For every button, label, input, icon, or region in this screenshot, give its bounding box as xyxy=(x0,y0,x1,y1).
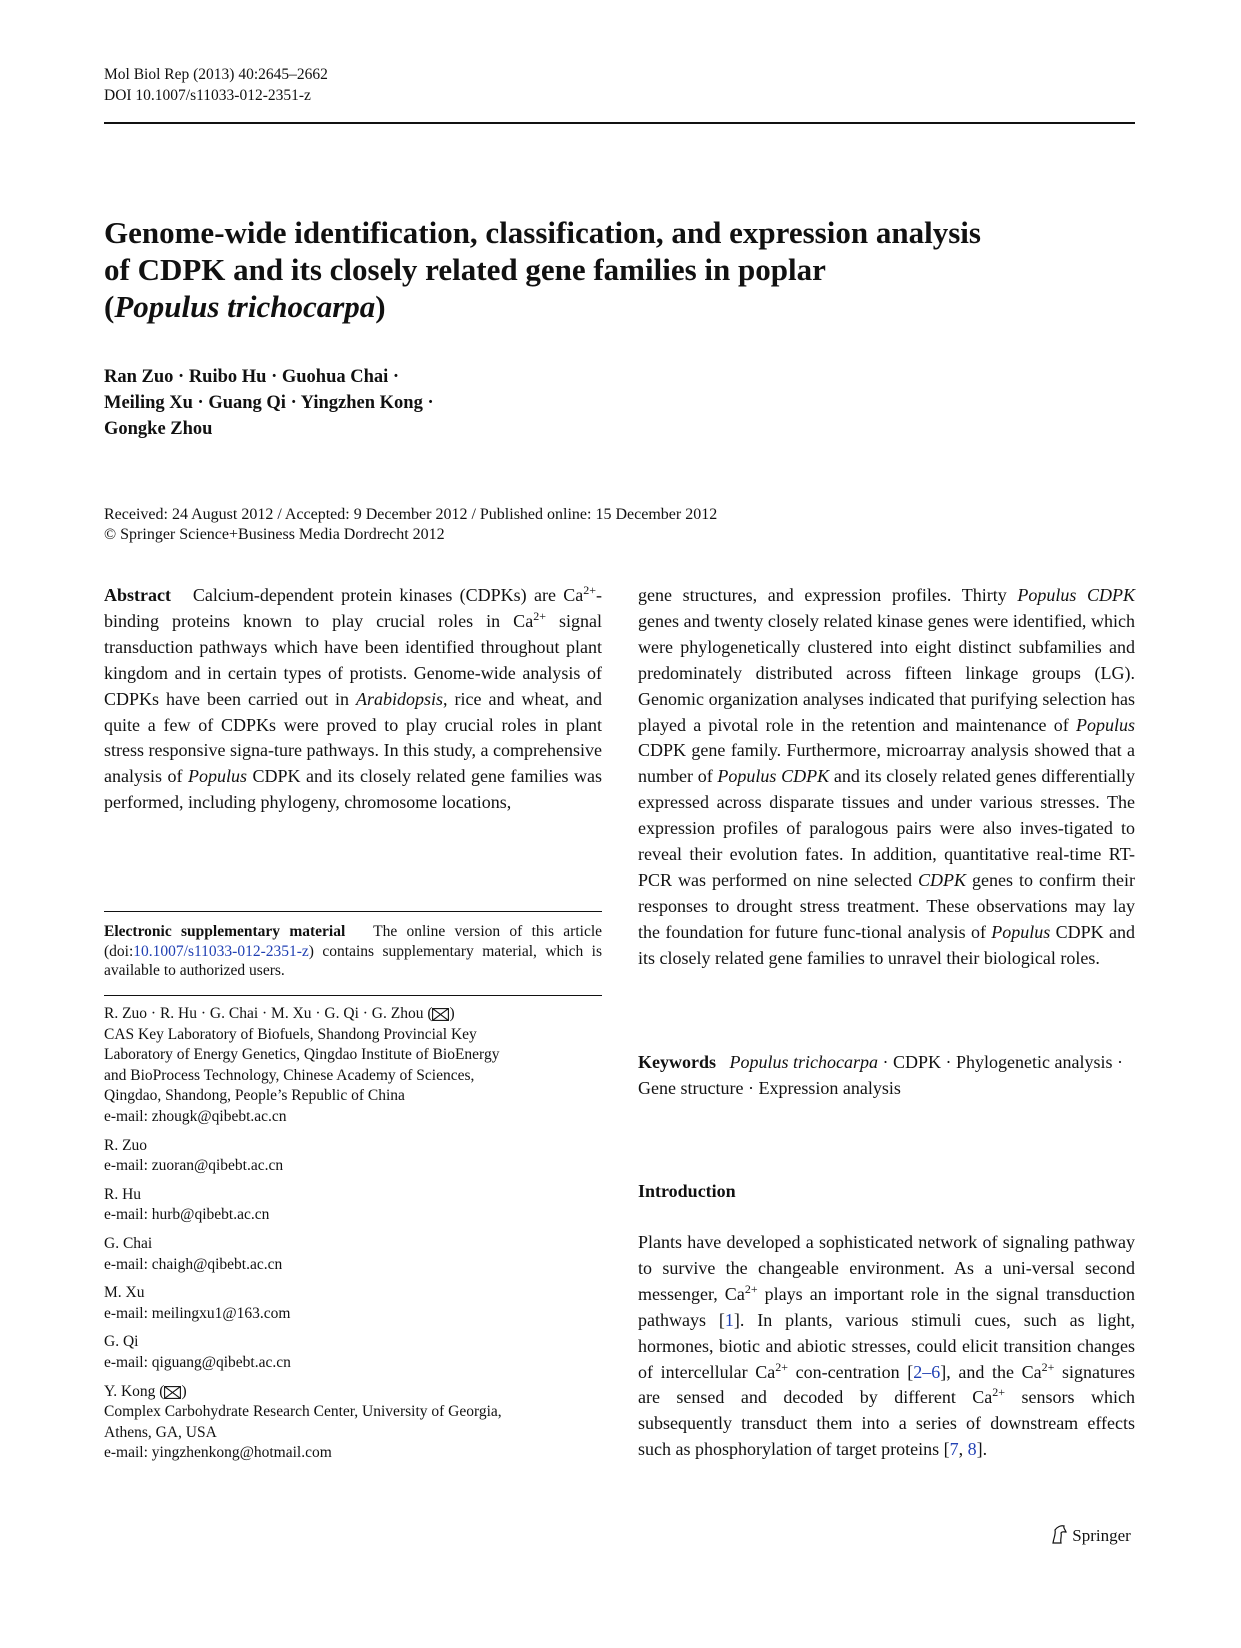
affiliation-person: R. Zuo e-mail: zuoran@qibebt.ac.cn xyxy=(104,1136,284,1175)
journal-citation: Mol Biol Rep (2013) 40:2645–2662 xyxy=(104,66,328,83)
abstract-left-column: Abstract Calcium-dependent protein kinases (CDPKs) are $Ca^{2+}$-binding proteins known to play crucial roles in $Ca^{2+}$ signal transduction pathways which have been identified throughout plant kingdom and in certain types of protists. Genome-wide analysis of CDPKs have been carried out in Arabidopsis, rice and wheat, and quite a few of CDPKs were proved to play crucial roles in plant stress responsive signa-ture pathways. In this study, a comprehensive analysis of Populus CDPK and its closely related gene families was performed, including phylogeny, chromosome locations, xyxy=(104,583,603,813)
authors-line-1: Ran Zuo · Ruibo Hu · Guohua Chai · xyxy=(104,367,400,387)
envelope-icon xyxy=(432,1008,449,1021)
supplementary-heading: Electronic supplementary material xyxy=(104,923,346,940)
affiliation-person: G. Chai e-mail: chaigh@qibebt.ac.cn xyxy=(104,1234,283,1273)
publisher-name: Springer xyxy=(1072,1526,1131,1545)
affiliation-main: R. Zuo · R. Hu · G. Chai · M. Xu · G. Qi · G. Zhou ( ) CAS Key Laboratory of Biofuels, Shandong Provincial Key Laboratory of Energy Genetics, Qingdao Institute of BioEnergy and BioProcess Technology, Chinese Academy of Sciences, Qingdao, Shandong, People’s Republic of China e-mail: zhougk@qibebt.ac.cn xyxy=(104,1004,602,1128)
title-line-3: (Populus trichocarpa) xyxy=(104,289,386,324)
keywords: Keywords Populus trichocarpa · CDPK · Phylogenetic analysis · Gene structure · Expression analysis xyxy=(638,1052,1123,1098)
introduction-heading: Introduction xyxy=(638,1181,736,1201)
abstract-right-column: gene structures, and expression profiles. Thirty Populus CDPK genes and twenty closely related kinase genes were identified, which were phylogenetically clustered into eight distinct subfamilies and predominately distributed across fifteen linkage groups (LG). Genomic organization analyses indicated that purifying selection has played a pivotal role in the retention and maintenance of Populus CDPK gene family. Furthermore, microarray analysis showed that a number of Populus CDPK and its closely related genes differentially expressed across disparate tissues and under various stresses. The expression profiles of paralogous pairs were also inves-tigated to reveal their evolution fates. In addition, quantitative real-time RT-PCR was performed on nine selected CDPK genes to confirm their responses to drought stress treatment. These observations may lay the foundation for future func-tional analysis of Populus CDPK and its closely related gene families to unravel their biological roles. xyxy=(638,585,1136,968)
article-title xyxy=(104,214,1104,325)
affiliations xyxy=(104,1004,602,1472)
title-species: Populus trichocarpa xyxy=(114,289,376,324)
email-kong: e-mail: yingzhenkong@hotmail.com xyxy=(104,1444,332,1462)
publication-dates xyxy=(104,505,717,545)
envelope-icon xyxy=(164,1386,181,1399)
ref-link[interactable]: 1 xyxy=(724,1309,734,1330)
supplementary-rule xyxy=(104,911,602,912)
abstract-heading: Abstract xyxy=(104,585,171,605)
date-history: Received: 24 August 2012 / Accepted: 9 December 2012 / Published online: 15 December 2012 xyxy=(104,506,718,523)
springer-horse-icon xyxy=(1050,1524,1068,1544)
author-list xyxy=(104,364,434,442)
supplementary-doi-link[interactable]: 10.1007/s11033-012-2351-z xyxy=(133,942,309,960)
abstract-body-continued: gene structures, and expression profiles. Thirty xyxy=(638,585,1018,605)
authors-line-2: Meiling Xu · Guang Qi · Yingzhen Kong · xyxy=(104,393,434,413)
email-zhougk: e-mail: zhougk@qibebt.ac.cn xyxy=(104,1107,287,1125)
affiliation-person: G. Qi e-mail: qiguang@qibebt.ac.cn xyxy=(104,1333,291,1371)
affiliation-kong: Y. Kong ( ) Complex Carbohydrate Research Center, University of Georgia, Athens, GA, USA e-mail: yingzhenkong@hotmail.com xyxy=(104,1382,602,1464)
ref-link[interactable]: 8 xyxy=(967,1439,977,1460)
supplementary-note: Electronic supplementary material The online version of this article (doi:10.1007/s11033-012-2351-z) contains supplementary material, which is available to authorized users. xyxy=(104,923,603,980)
title-line-2: of CDPK and its closely related gene families in poplar xyxy=(104,252,826,287)
authors-line-3: Gongke Zhou xyxy=(104,419,213,439)
introduction-body: Plants have developed a sophisticated network of signaling pathway to survive the changeable environment. As a uni-versal second messenger, $Ca^{2+}$ plays an important role in the signal transduction pathways [1]. In plants, various stimuli cues, such as light, hormones, biotic and abiotic stresses, could elicit transition changes of intercellular $Ca^{2+}$ con-centration [2–6], and the $Ca^{2+}$ signatures are sensed and decoded by different $Ca^{2+}$ sensors which subsequently transduct them into a series of downstream effects such as phosphorylation of target proteins [7, 8]. xyxy=(638,1232,1135,1460)
affiliation-rule xyxy=(104,995,602,996)
abstract-continues: CDPK and its closely related gene families was performed, including phylogeny, chromosome locations, xyxy=(104,766,602,813)
affiliation-person: M. Xu e-mail: meilingxu1@163.com xyxy=(104,1284,291,1322)
journal-header xyxy=(104,64,328,106)
affiliation-person: R. Hu e-mail: hurb@qibebt.ac.cn xyxy=(104,1185,270,1224)
ref-link[interactable]: 7 xyxy=(949,1439,959,1460)
journal-doi: DOI 10.1007/s11033-012-2351-z xyxy=(104,87,311,104)
copyright: © Springer Science+Business Media Dordrecht 2012 xyxy=(104,526,445,543)
title-line-1: Genome-wide identification, classification, and expression analysis xyxy=(104,215,981,250)
ref-link[interactable]: 2–6 xyxy=(913,1361,941,1382)
publisher-footer xyxy=(1050,1524,1131,1546)
keywords-heading: Keywords xyxy=(638,1052,716,1072)
header-rule xyxy=(104,122,1135,124)
